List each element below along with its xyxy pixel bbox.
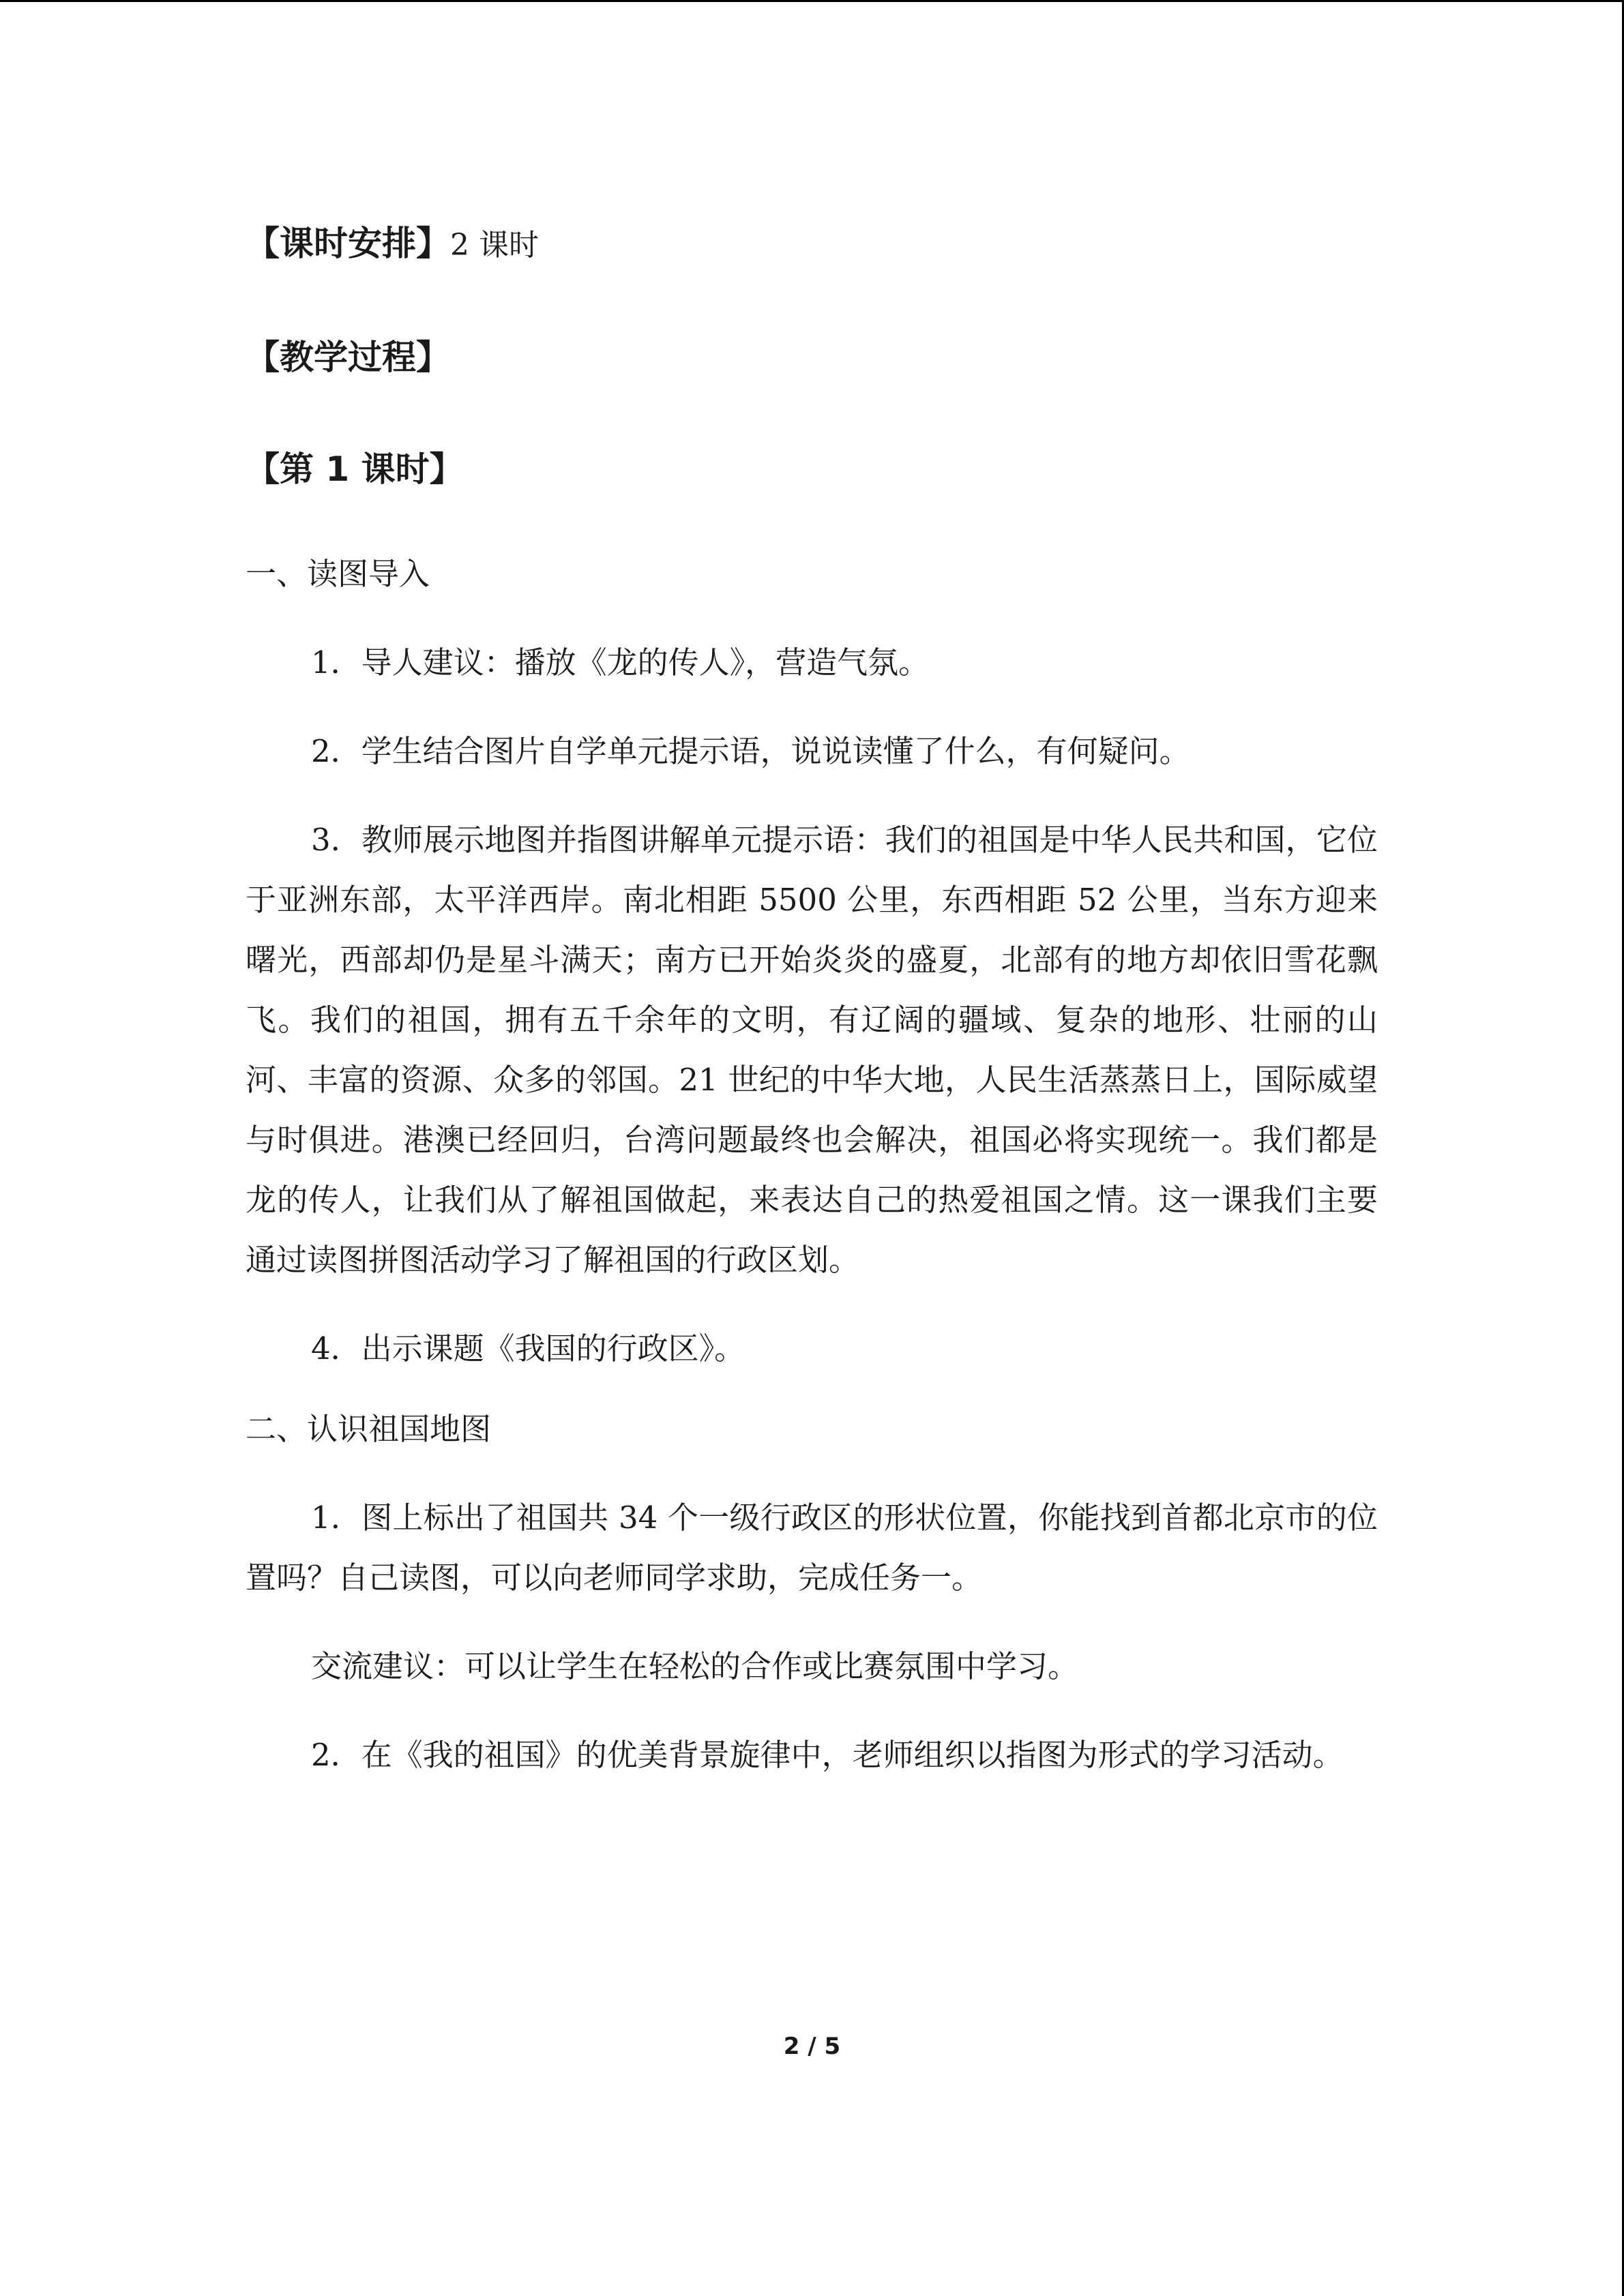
section1-title: 一、读图导入 — [246, 556, 430, 592]
section1-item-4: 4．出示课题《我国的行政区》。 — [311, 1330, 745, 1367]
schedule-label: 【课时安排】 — [246, 224, 450, 263]
section1-item-2: 2．学生结合图片自学单元提示语，说说读懂了什么，有何疑问。 — [311, 733, 1190, 769]
section2-title: 二、认识祖国地图 — [246, 1411, 492, 1447]
section1-item-3: 3．教师展示地图并指图讲解单元提示语：我们的祖国是中华人民共和国，它位于亚洲东部，太平洋西岸。南北相距 5500 公里，东西相距 52 公里，当东方迎来曙光，西部却仍是星斗满天；南方已开始炎炎的盛夏，北部有的地方却依旧雪花飘飞。我们的祖国，拥有五千余年的文明，有辽阔的疆域、复杂的地形、壮丽的山河、丰富的资源、众多的邻国。21 世纪的中华大地，人民生活蒸蒸日上，国际威望与时俱进。港澳已经回归，台湾问题最终也会解决，祖国必将实现统一。我们都是龙的传人，让我们从了解祖国做起，来表达自己的热爱祖国之情。这一课我们主要通过读图拼图活动学习了解祖国的行政区划。 — [246, 822, 1378, 1278]
section2-item-1: 1．图上标出了祖国共 34 个一级行政区的形状位置，你能找到首都北京市的位置吗？自己读图，可以向老师同学求助，完成任务一。 — [246, 1500, 1378, 1596]
section2-item-2: 2．在《我的祖国》的优美背景旋律中，老师组织以指图为形式的学习活动。 — [311, 1737, 1344, 1773]
schedule-heading — [246, 222, 1378, 267]
schedule-value: 2 课时 — [450, 228, 539, 263]
page-number: 2 / 5 — [783, 2033, 841, 2060]
section2-note: 交流建议：可以让学生在轻松的合作或比赛氛围中学习。 — [311, 1648, 1079, 1684]
section1-item-1: 1．导人建议：播放《龙的传人》，营造气氛。 — [311, 644, 930, 681]
page-content — [246, 207, 1378, 1785]
lesson1-heading: 【第 1 课时】 — [246, 449, 464, 489]
process-heading: 【教学过程】 — [246, 338, 450, 377]
